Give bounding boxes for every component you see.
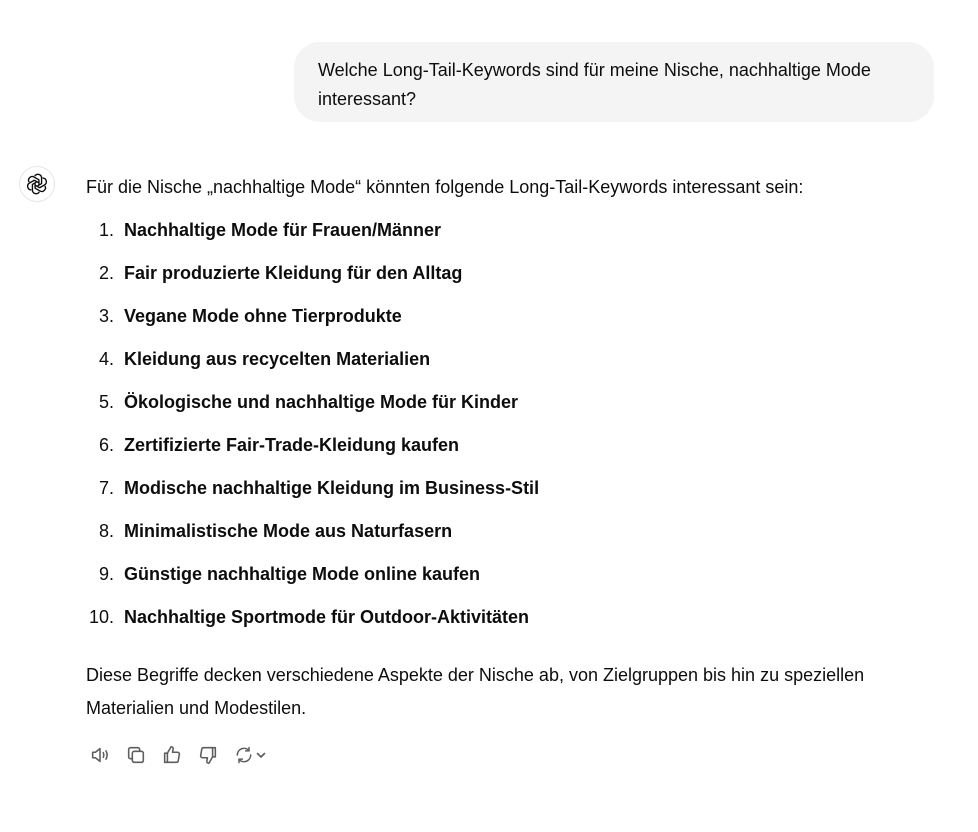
keyword-text: Nachhaltige Mode für Frauen/Männer [124,220,442,240]
keyword-text: Zertifizierte Fair-Trade-Kleidung kaufen [124,435,460,455]
user-message-text: Welche Long-Tail-Keywords sind für meine Nische, nachhaltige Mode interessant? [318,60,871,109]
list-item [86,516,926,559]
thumbs-down-button[interactable] [194,742,222,768]
copy-button[interactable] [122,742,150,768]
list-number: 3. [98,306,114,326]
assistant-intro: Für die Nische „nachhaltige Mode“ könnten folgende Long-Tail-Keywords interessant sein: [86,177,804,197]
regenerate-icon [234,745,254,765]
openai-logo-icon [26,173,48,195]
keyword-text: Günstige nachhaltige Mode online kaufen [124,564,481,584]
keyword-text: Nachhaltige Sportmode für Outdoor-Aktivitäten [124,607,530,627]
list-number: 8. [98,521,114,541]
copy-icon [125,744,147,766]
message-actions [86,742,270,768]
keyword-text: Ökologische und nachhaltige Mode für Kinder [124,392,519,412]
keyword-text: Minimalistische Mode aus Naturfasern [124,521,453,541]
keyword-text: Kleidung aus recycelten Materialien [124,349,431,369]
list-item [86,387,926,430]
thumbs-up-button[interactable] [158,742,186,768]
thumbs-up-icon [161,744,183,766]
keyword-text: Vegane Mode ohne Tierprodukte [124,306,402,326]
keyword-list [86,215,926,645]
user-message-bubble [294,42,934,122]
list-item [86,258,926,301]
list-item [86,215,926,258]
list-number: 5. [98,392,114,412]
list-item [86,473,926,516]
chevron-down-icon [255,749,267,761]
list-number: 6. [98,435,114,455]
list-item [86,602,926,645]
assistant-avatar [19,166,55,202]
list-item [86,344,926,387]
list-number: 10. [88,607,114,627]
assistant-message [86,172,926,725]
keyword-text: Fair produzierte Kleidung für den Alltag [124,263,463,283]
list-number: 2. [98,263,114,283]
regenerate-button[interactable] [230,742,270,768]
thumbs-down-icon [197,744,219,766]
list-item [86,559,926,602]
list-number: 4. [98,349,114,369]
keyword-text: Modische nachhaltige Kleidung im Business-Stil [124,478,540,498]
list-item [86,430,926,473]
assistant-outro: Diese Begriffe decken verschiedene Aspekte der Nische ab, von Zielgruppen bis hin zu speziellen Materialien und Modestilen. [86,665,865,718]
list-number: 1. [98,220,114,240]
read-aloud-icon [89,744,111,766]
list-item [86,301,926,344]
list-number: 9. [98,564,114,584]
list-number: 7. [98,478,114,498]
read-aloud-button[interactable] [86,742,114,768]
